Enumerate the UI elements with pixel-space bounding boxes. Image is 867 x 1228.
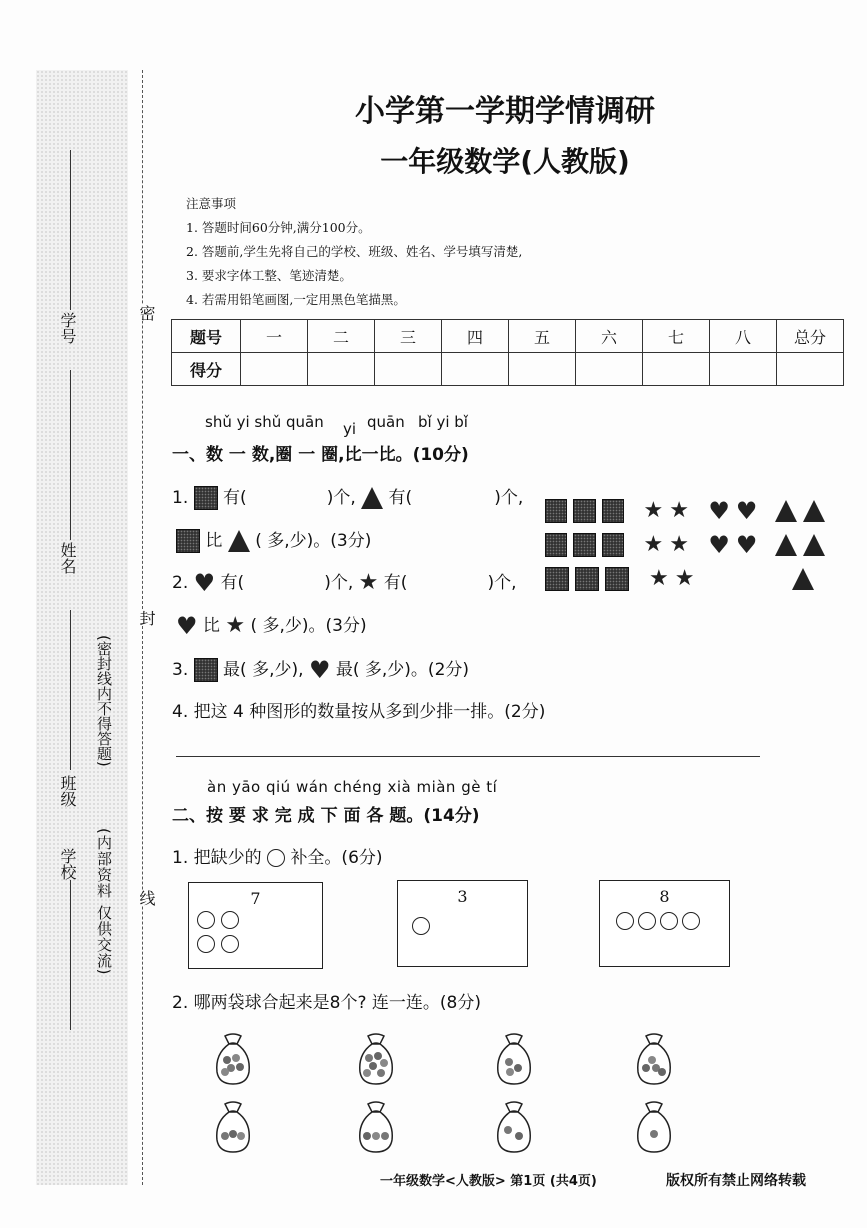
score-cell[interactable] (241, 353, 308, 386)
circle-box[interactable] (599, 880, 730, 967)
heart-icon: ♥ (308, 656, 331, 684)
circle-group (616, 912, 700, 930)
score-header: 二 (308, 320, 375, 353)
heart-icon: ♥ (708, 531, 730, 559)
seal-note: (密封线内不得答题) (95, 635, 113, 767)
triangle-icon (228, 530, 250, 552)
q2-line-b (176, 611, 367, 640)
circle-icon (616, 912, 634, 930)
heart-icon: ♥ (735, 497, 758, 525)
square-icon (573, 499, 595, 523)
circle-icon (660, 912, 678, 930)
ball-bag-icon[interactable] (632, 1098, 676, 1154)
seal-dashed-line (142, 70, 143, 1185)
notice-item: 2. 答题前,学生先将自己的学校、班级、姓名、学号填写清楚, (186, 244, 523, 259)
ball-bag-icon[interactable] (211, 1098, 255, 1154)
q1-you: 有( (388, 488, 413, 508)
score-cell[interactable] (777, 353, 844, 386)
circle-icon (638, 912, 656, 930)
pinyin: quān (367, 413, 405, 431)
score-cell[interactable] (375, 353, 442, 386)
score-cell[interactable] (643, 353, 710, 386)
circle-icon (682, 912, 700, 930)
notice-item: 1. 答题时间60分钟,满分100分。 (186, 220, 371, 235)
heart-icon: ♥ (735, 531, 758, 559)
binding-strip (36, 70, 128, 1185)
circle-icon (221, 911, 239, 929)
q4-line: 4. 把这 4 种图形的数量按从多到少排一排。(2分) (172, 702, 546, 722)
q2-ge: )个, (324, 573, 354, 593)
heart-icon: ♥ (193, 569, 216, 597)
copyright-notice: 版权所有禁止网络转载 (666, 1173, 806, 1189)
q2-number: 2. (172, 573, 189, 593)
q2-you: 有( (220, 573, 245, 593)
ball-bag-icon[interactable] (492, 1098, 536, 1154)
triangle-icon (803, 534, 825, 556)
score-cell[interactable] (308, 353, 375, 386)
pinyin: bǐ yi bǐ (418, 413, 468, 431)
compare-word: 比 (205, 531, 223, 551)
class-line (70, 610, 71, 770)
name-line (70, 370, 71, 540)
pinyin: àn yāo qiú wán chéng xià miàn gè tí (207, 778, 498, 796)
triangle-icon (361, 487, 383, 509)
section2-heading: 二、按 要 求 完 成 下 面 各 题。(14分) (172, 806, 480, 826)
student-id-label: 学号 (58, 312, 77, 344)
triangle-icon (792, 568, 814, 590)
q2-choice: ( 多,少)。(3分) (250, 616, 367, 636)
ball-bag-icon[interactable] (632, 1030, 676, 1086)
notice-heading: 注意事项 (186, 196, 237, 211)
q1-ge: )个, (326, 488, 356, 508)
circle-group (197, 911, 243, 953)
circle-icon (197, 911, 215, 929)
school-line (70, 880, 71, 1030)
heart-icon: ♥ (176, 612, 198, 640)
q1-line-a (172, 483, 523, 510)
heart-icon: ♥ (708, 497, 730, 525)
q3-line (172, 655, 469, 682)
page-footer: 一年级数学<人教版> 第1页 (共4页) (380, 1174, 597, 1189)
triangle-icon (775, 534, 797, 556)
score-row (172, 353, 844, 386)
shape-grid (545, 496, 825, 594)
score-header: 六 (576, 320, 643, 353)
score-header: 总分 (777, 320, 844, 353)
name-label: 姓名 (58, 542, 77, 574)
q1-you: 有( (223, 488, 247, 508)
square-icon (573, 533, 595, 557)
score-row-label: 得分 (172, 353, 241, 386)
star-icon: ★ (669, 532, 689, 557)
s2-q2-line: 2. 哪两袋球合起来是8个? 连一连。(8分) (172, 993, 481, 1013)
seal-feng: 封 (137, 610, 156, 626)
shape-row (545, 526, 825, 564)
page-title: 小学第一学期学情调研 (355, 94, 655, 129)
star-icon: ★ (643, 498, 664, 523)
square-icon (545, 533, 567, 557)
score-header: 七 (643, 320, 710, 353)
page-subtitle: 一年级数学(人教版) (380, 145, 630, 178)
q3-mid: 最( 多,少), (223, 660, 304, 680)
q1-choice: ( 多,少)。(3分) (255, 531, 372, 551)
s2-q1-line (172, 843, 383, 868)
triangle-icon (775, 500, 797, 522)
pinyin: shǔ yi shǔ quān (205, 413, 324, 431)
circle-icon (221, 935, 239, 953)
score-header: 五 (509, 320, 576, 353)
q2-line-a (172, 568, 517, 597)
box-number: 3 (457, 887, 468, 906)
pinyin: yi (343, 420, 357, 438)
circle-box[interactable] (188, 882, 323, 969)
score-header: 题号 (172, 320, 241, 353)
ball-bag-icon[interactable] (354, 1030, 398, 1086)
q1-line-b (176, 526, 371, 553)
internal-note: (内部资料 仅供交流) (95, 828, 113, 976)
s2-q1-tail: 补全。(6分) (290, 848, 383, 868)
ball-bag-icon[interactable] (492, 1030, 536, 1086)
notice-block (186, 192, 522, 312)
shape-row (545, 496, 825, 526)
q1-ge: )个, (494, 488, 524, 508)
q3-tail: 最( 多,少)。(2分) (335, 660, 470, 680)
score-header: 三 (375, 320, 442, 353)
notice-item: 3. 要求字体工整、笔迹清楚。 (186, 268, 352, 283)
answer-line[interactable] (176, 756, 760, 757)
q2-ge: )个, (487, 573, 517, 593)
seal-mi: 密 (137, 305, 156, 321)
q3-number: 3. (172, 660, 189, 680)
circle-icon (197, 935, 215, 953)
q2-you: 有( (383, 573, 408, 593)
star-icon: ★ (358, 570, 379, 595)
score-cell[interactable] (576, 353, 643, 386)
triangle-icon (803, 500, 825, 522)
seal-xian: 线 (137, 890, 156, 906)
ball-bag-icon[interactable] (211, 1030, 255, 1086)
square-icon (605, 567, 629, 591)
star-icon: ★ (649, 566, 669, 591)
circle-icon (412, 917, 430, 935)
box-number: 7 (250, 889, 261, 908)
notice-item: 4. 若需用铅笔画图,一定用黑色笔描黑。 (186, 292, 406, 307)
shape-row (545, 564, 825, 594)
square-icon (575, 567, 599, 591)
score-cell[interactable] (442, 353, 509, 386)
circle-group (412, 915, 430, 935)
student-id-line (70, 150, 71, 310)
circle-box[interactable] (397, 880, 528, 967)
star-icon: ★ (643, 532, 664, 557)
school-label: 学校 (58, 848, 77, 880)
star-icon: ★ (674, 566, 695, 591)
square-icon (602, 499, 624, 523)
score-header-row (172, 320, 844, 353)
star-icon: ★ (225, 613, 246, 638)
score-header: 八 (710, 320, 777, 353)
square-icon (194, 658, 218, 682)
q1-number: 1. (172, 488, 189, 508)
class-label: 班级 (58, 775, 77, 807)
score-cell[interactable] (509, 353, 576, 386)
ball-bag-icon[interactable] (354, 1098, 398, 1154)
circle-icon (267, 849, 285, 867)
s2-q1-text: 1. 把缺少的 (172, 848, 262, 868)
square-icon (194, 486, 218, 510)
score-cell[interactable] (710, 353, 777, 386)
score-header: 四 (442, 320, 509, 353)
square-icon (176, 529, 200, 553)
score-header: 一 (241, 320, 308, 353)
square-icon (545, 499, 567, 523)
star-icon: ★ (669, 498, 689, 523)
box-number: 8 (659, 887, 670, 906)
square-icon (602, 533, 624, 557)
score-table (171, 319, 844, 386)
compare-word: 比 (202, 616, 220, 636)
square-icon (545, 567, 569, 591)
section1-heading: 一、数 一 数,圈 一 圈,比一比。(10分) (172, 445, 469, 465)
